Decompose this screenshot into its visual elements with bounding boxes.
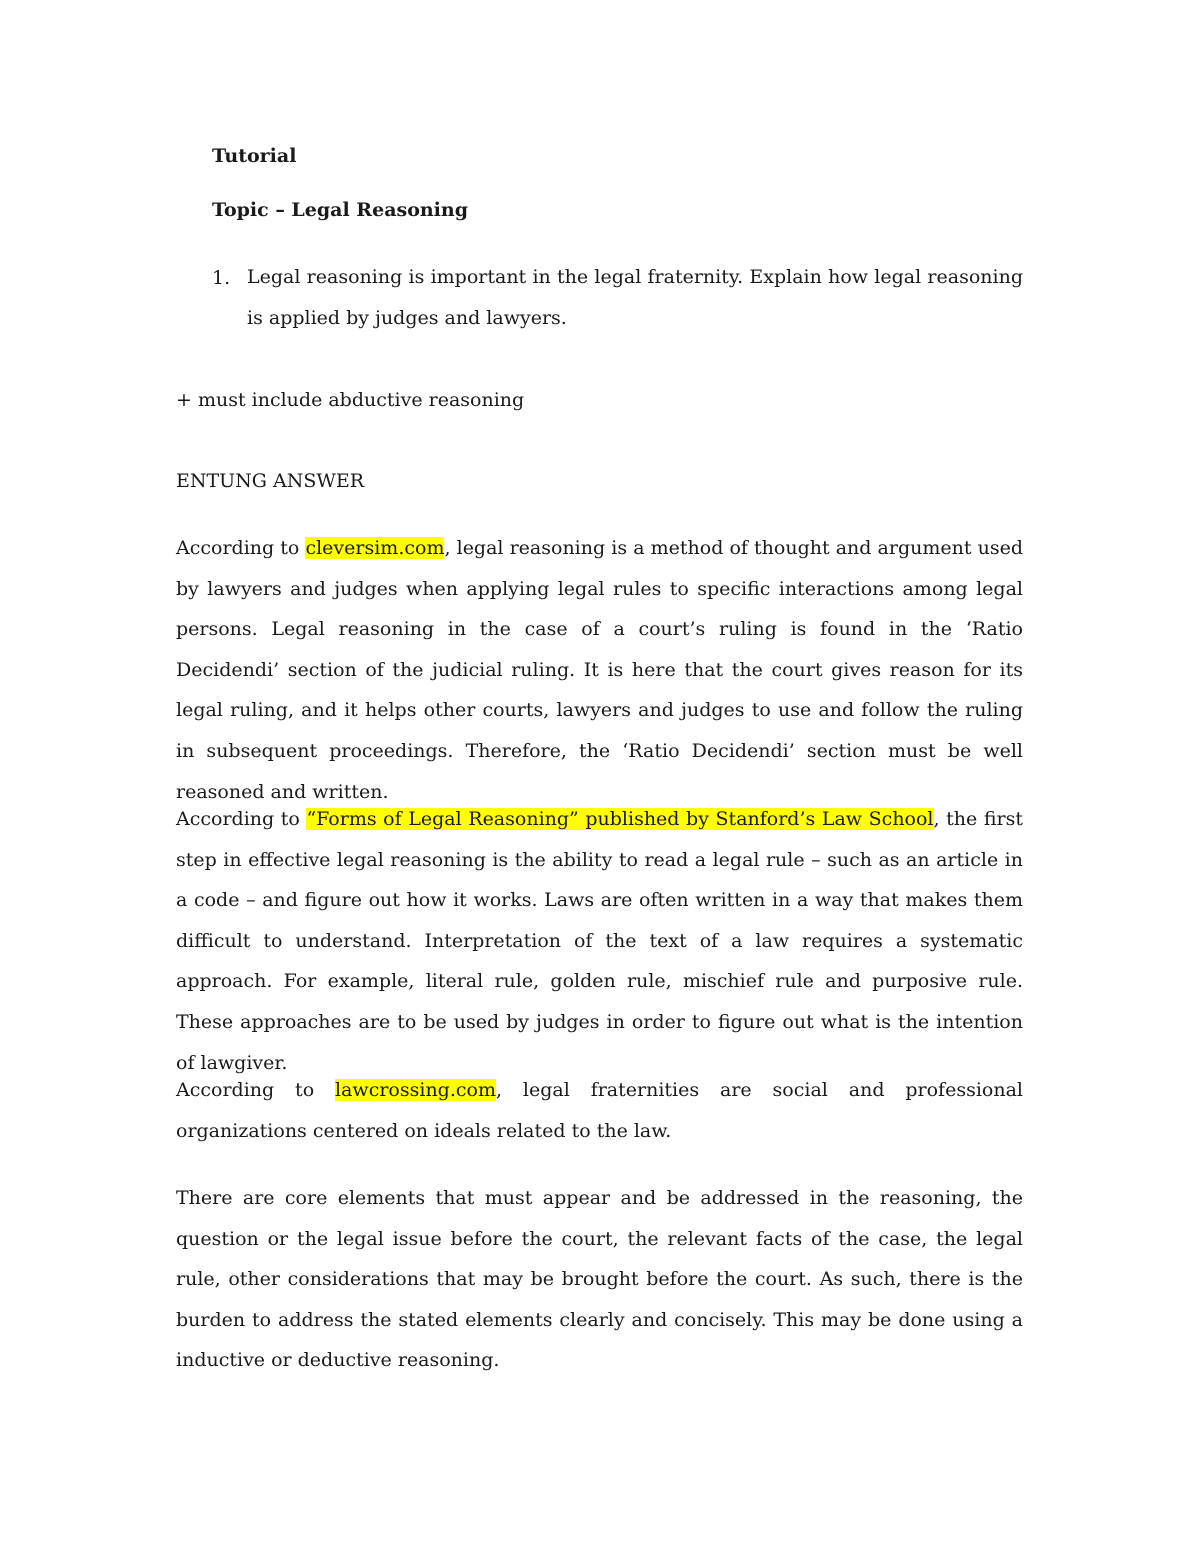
answer-paragraph-1 xyxy=(176,528,1023,812)
answer-paragraph-3 xyxy=(176,1070,1023,1151)
paragraph-lead: According to xyxy=(176,537,306,559)
answer-paragraph-2 xyxy=(176,799,1023,1083)
answer-paragraph-4: There are core elements that must appear and be addressed in the reasoning, the question or the legal issue before the court, the relevant facts of the case, the legal rule, other considerations that may be brought before the court. As such, there is the burden to address the stated elements clearly and concisely. This may be done using a inductive or deductive reasoning. xyxy=(176,1187,1023,1372)
paragraph-body: , legal fraternities are social and professional organizations centered on ideals related to the law. xyxy=(176,1079,1023,1142)
paragraph-lead: According to xyxy=(176,808,307,830)
answer-label: ENTUNG ANSWER xyxy=(176,470,365,492)
question-text: Legal reasoning is important in the legal fraternity. Explain how legal reasoning is applied by judges and lawyers. xyxy=(247,266,1023,329)
document-title: Tutorial xyxy=(212,145,297,167)
paragraph-lead: According to xyxy=(176,1079,336,1101)
question-number: 1. xyxy=(212,267,231,289)
paragraph-body: , the first step in effective legal reasoning is the ability to read a legal rule – such as an article in a code – and figure out how it works. Laws are often written in a way that makes them difficult to understand. Interpretation of the text of a law requires a systematic approach. For example, literal rule, golden rule, mischief rule and purposive rule. These approaches are to be used by judges in order to figure out what is the intention of lawgiver. xyxy=(176,808,1023,1074)
source-highlight: “Forms of Legal Reasoning” published by Stanford’s Law School xyxy=(306,808,934,830)
source-highlight: cleversim.com xyxy=(305,537,445,559)
topic-heading: Topic – Legal Reasoning xyxy=(212,199,468,221)
source-highlight: lawcrossing.com xyxy=(335,1079,496,1101)
paragraph-body: , legal reasoning is a method of thought and argument used by lawyers and judges when applying legal rules to specific interactions among legal persons. Legal reasoning in the case of a court’s ruling is found in the ‘Ratio Decidendi’ section of the judicial ruling. It is here that the court gives reason for its legal ruling, and it helps other courts, lawyers and judges to use and follow the ruling in subsequent proceedings. Therefore, the ‘Ratio Decidendi’ section must be well reasoned and written. xyxy=(176,537,1023,803)
note-line: + must include abductive reasoning xyxy=(176,389,525,411)
